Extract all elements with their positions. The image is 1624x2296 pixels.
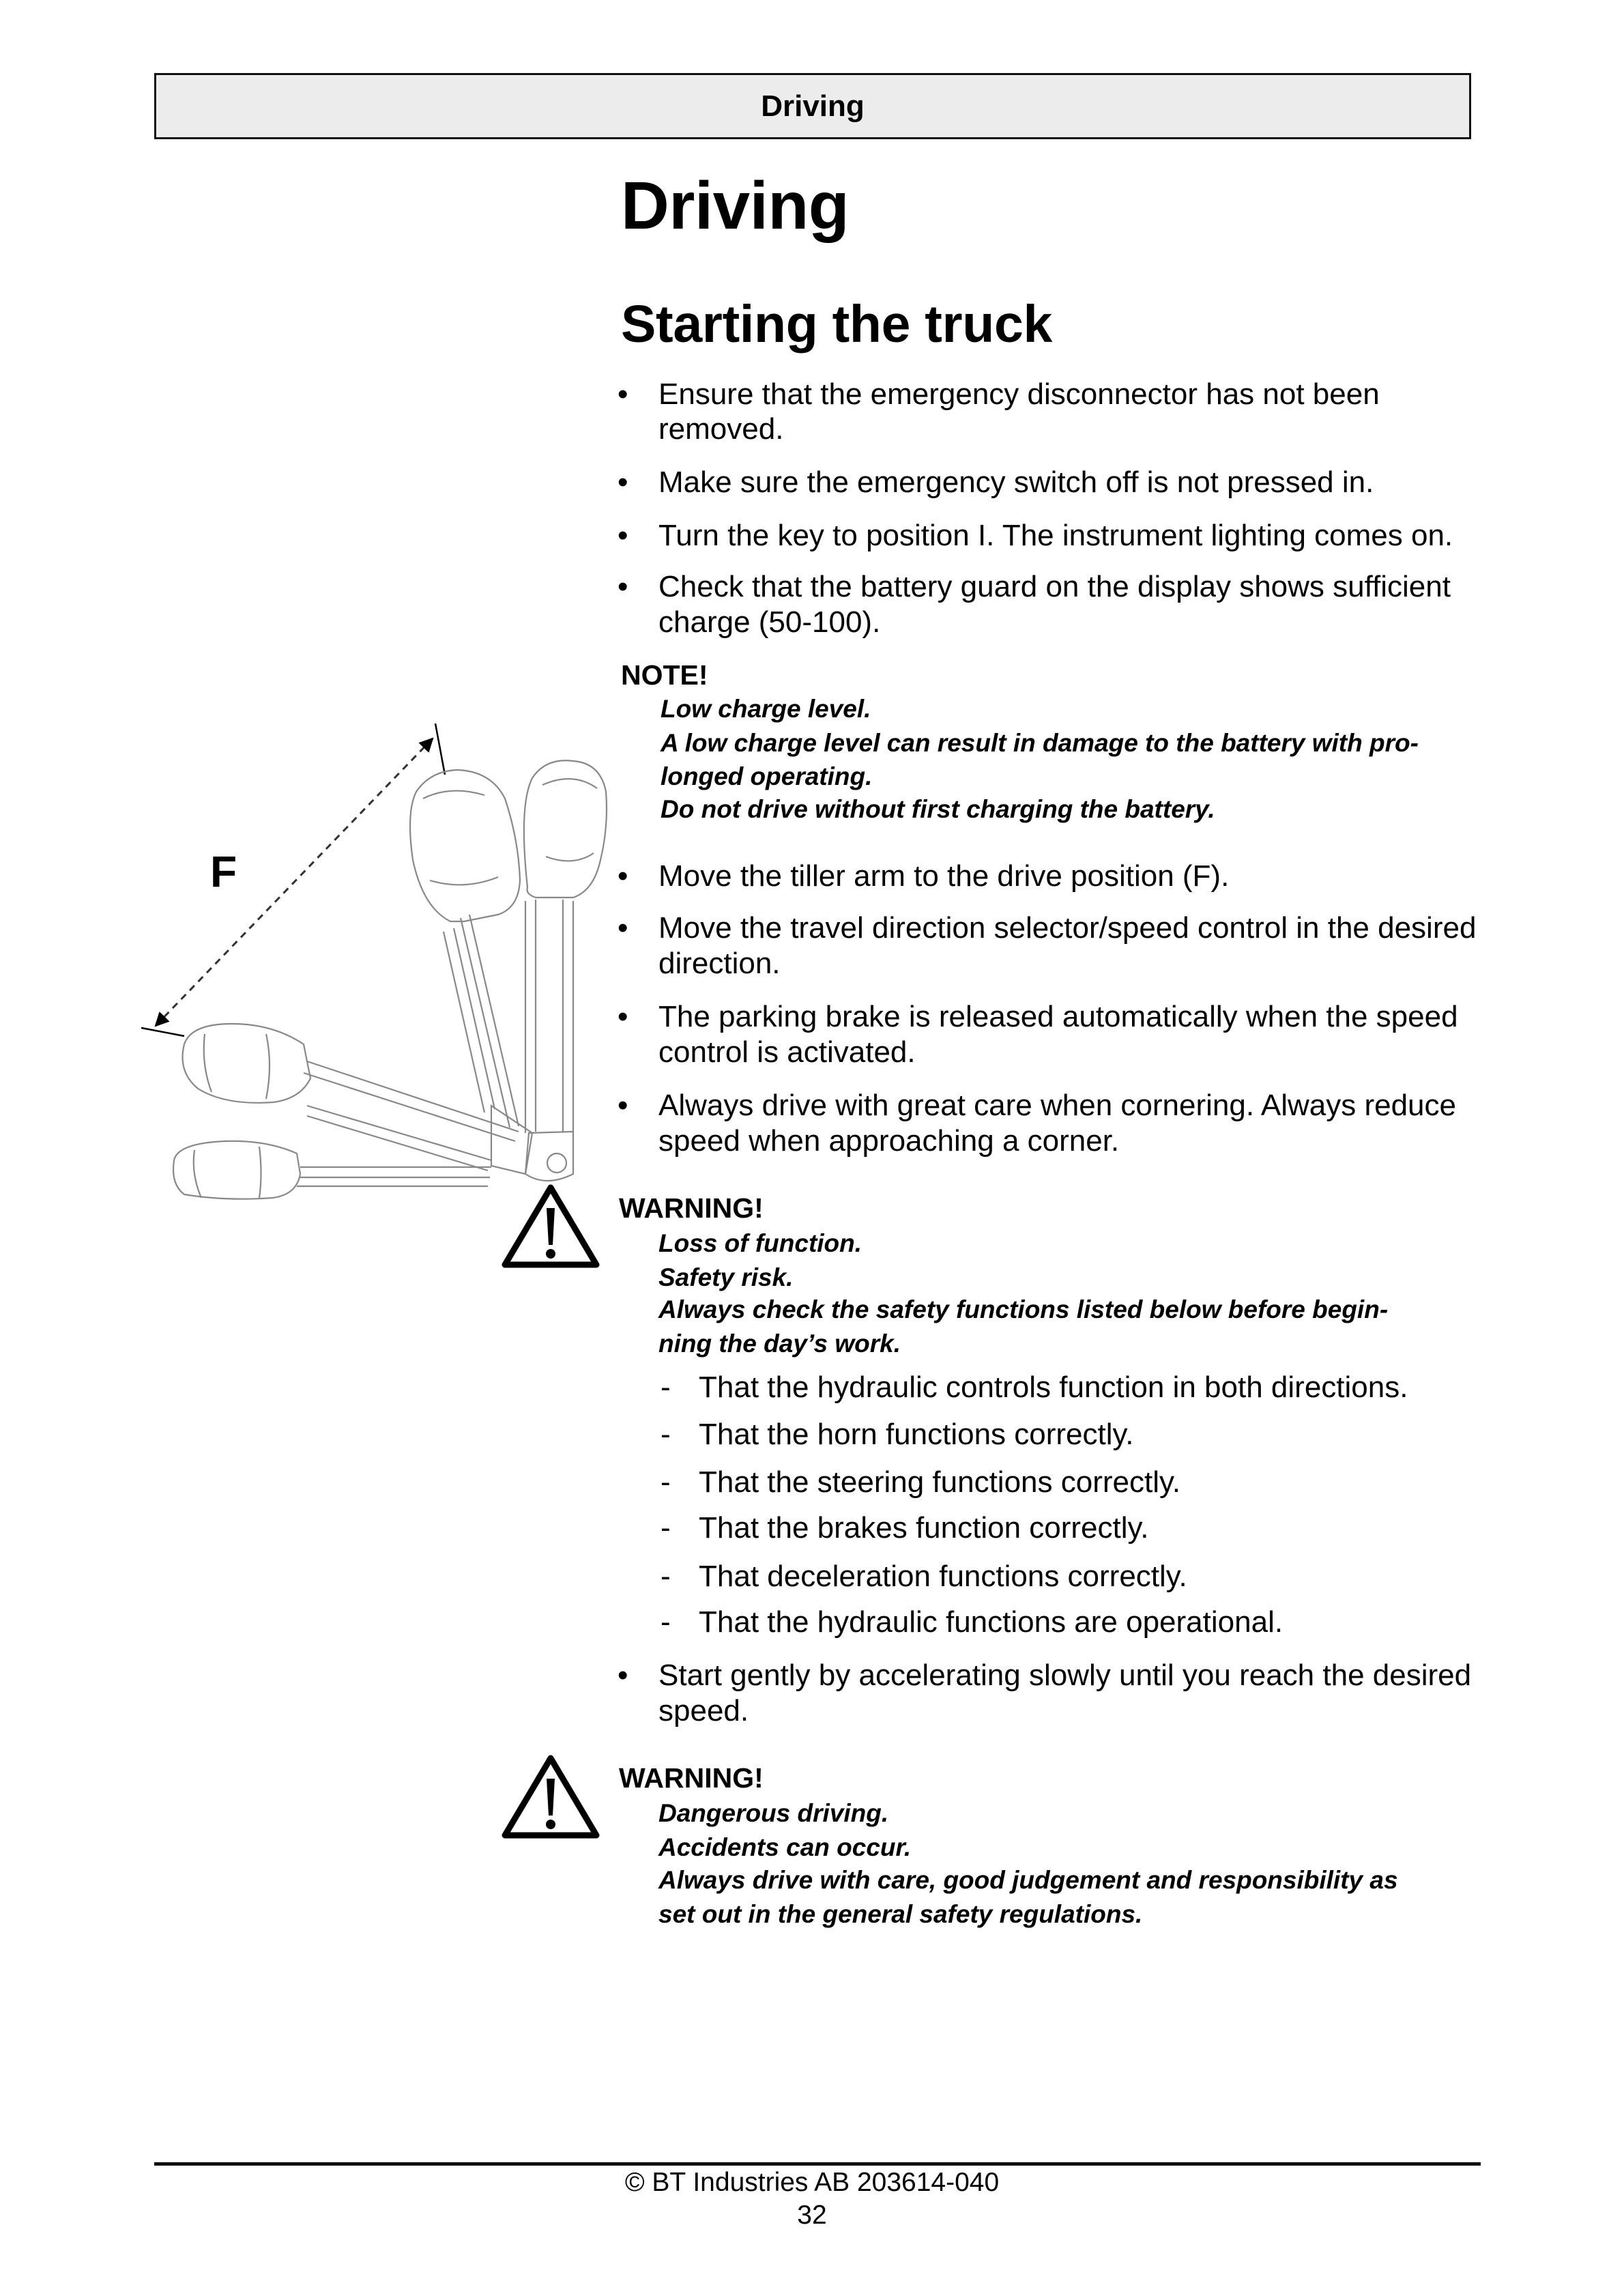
running-header (154, 73, 1471, 139)
bullet-text: Always drive with great care when cornering. Always reduce (658, 1089, 1456, 1122)
safety-check-item: That the hydraulic controls function in both directions. (699, 1371, 1408, 1404)
section-title: Starting the truck (621, 295, 1053, 354)
warning-line: Always drive with care, good judgement and responsibility as (658, 1866, 1398, 1894)
bullet-text: Turn the key to position I. The instrument lighting comes on. (658, 519, 1453, 552)
note-label: NOTE! (621, 659, 708, 691)
tiller-arm-drawing-icon (136, 723, 614, 1201)
footer-copyright: © BT Industries AB 203614-040 (624, 2168, 1000, 2197)
bullet-text: Ensure that the emergency disconnector has not been (658, 377, 1380, 411)
running-header-title: Driving (761, 89, 865, 123)
warning-line: Dangerous driving. (658, 1799, 889, 1827)
drive-position-label: F (210, 847, 237, 896)
safety-check-item: That the horn functions correctly. (699, 1418, 1134, 1451)
note-line: Do not drive without first charging the battery. (661, 795, 1215, 823)
safety-check-item: That the brakes function correctly. (699, 1511, 1149, 1545)
bullet-icon: • (618, 377, 628, 411)
warning-line: Always check the safety functions listed below before begin- (658, 1295, 1389, 1323)
warning-triangle-icon (499, 1753, 602, 1841)
warning-label: WARNING! (619, 1762, 764, 1794)
warning-line: Safety risk. (658, 1263, 794, 1291)
bullet-text-cont: direction. (658, 947, 781, 980)
bullet-icon: • (618, 1089, 628, 1122)
bullet-icon: • (618, 911, 628, 945)
bullet-icon: • (618, 519, 628, 552)
bullet-text: Move the tiller arm to the drive position (F). (658, 859, 1230, 893)
warning-line: Accidents can occur. (658, 1833, 912, 1861)
note-line: Low charge level. (661, 695, 871, 723)
bullet-icon: • (618, 1659, 628, 1692)
bullet-icon: • (618, 465, 628, 499)
dash-icon: - (661, 1465, 671, 1499)
warning-label: WARNING! (619, 1192, 764, 1224)
footer-rule (154, 2162, 1481, 2166)
bullet-text: Move the travel direction selector/speed control in the desired (658, 911, 1477, 945)
dash-icon: - (661, 1560, 671, 1593)
bullet-text-cont: control is activated. (658, 1035, 916, 1069)
bullet-text-cont: speed. (658, 1694, 749, 1727)
dash-icon: - (661, 1511, 671, 1545)
note-line: longed operating. (661, 762, 873, 790)
bullet-icon: • (618, 570, 628, 603)
bullet-text-cont: removed. (658, 412, 784, 446)
bullet-text: Start gently by accelerating slowly until you reach the desired (658, 1659, 1472, 1692)
dash-icon: - (661, 1605, 671, 1639)
bullet-text: Make sure the emergency switch off is not pressed in. (658, 465, 1374, 499)
dash-icon: - (661, 1371, 671, 1404)
warning-line: Loss of function. (658, 1229, 862, 1257)
bullet-text: The parking brake is released automatically when the speed (658, 1000, 1458, 1033)
page-number: 32 (797, 2200, 827, 2230)
warning-line: ning the day’s work. (658, 1330, 901, 1358)
warning-line: set out in the general safety regulations. (658, 1900, 1143, 1928)
note-line: A low charge level can result in damage to the battery with pro- (661, 729, 1419, 757)
bullet-icon: • (618, 859, 628, 893)
safety-check-item: That the steering functions correctly. (699, 1465, 1180, 1499)
bullet-text: Check that the battery guard on the display shows sufficient (658, 570, 1451, 603)
bullet-icon: • (618, 1000, 628, 1033)
safety-check-item: That deceleration functions correctly. (699, 1560, 1187, 1593)
safety-check-item: That the hydraulic functions are operational. (699, 1605, 1284, 1639)
bullet-text-cont: speed when approaching a corner. (658, 1124, 1120, 1158)
page-title: Driving (621, 168, 850, 243)
dash-icon: - (661, 1418, 671, 1451)
bullet-text-cont: charge (50-100). (658, 605, 881, 639)
